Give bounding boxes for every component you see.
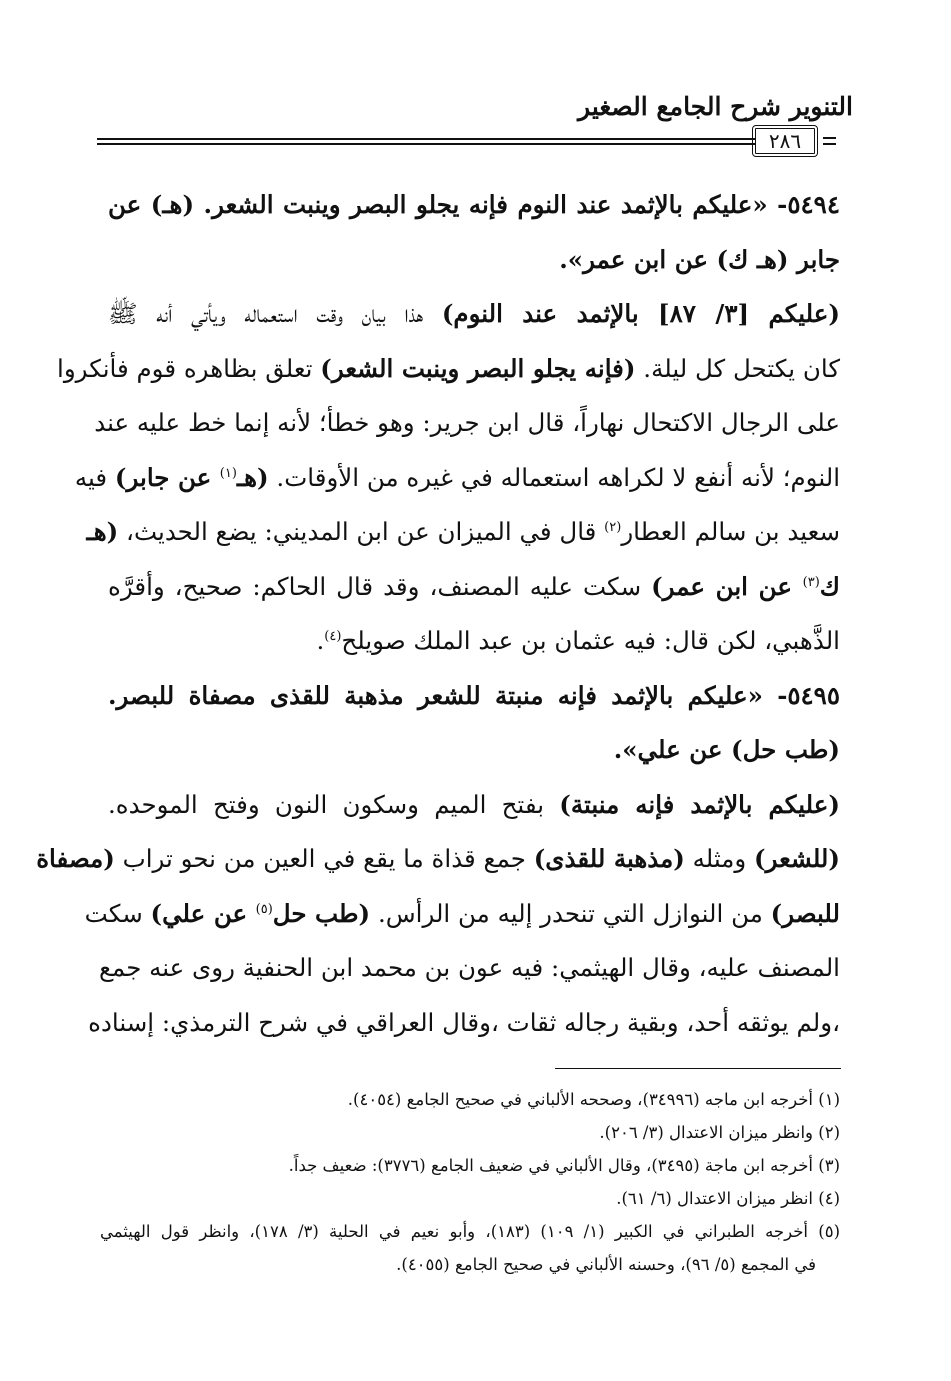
commentary-text: تعلق بظاهره قوم فأنكروا: [57, 353, 321, 383]
commentary-2-line-4: المصنف عليه، وقال الهيثمي: فيه عون بن محمد ابن الحنفية روى عنه جمع: [98, 953, 840, 982]
footnote-marker: (٣): [802, 574, 820, 590]
commentary-2-line-1: [108, 778, 840, 833]
footnote-1: (١) أخرجه ابن ماجه (٣٤٩٩٦)، وصححه الألباني في صحيح الجامع (٤٠٥٤).: [347, 1090, 840, 1109]
hadith-5494-line-2: جابر (هـ ك) عن ابن عمر».: [559, 244, 840, 274]
quoted-phrase: (للشعر): [754, 844, 840, 873]
footnote-marker: (١): [219, 465, 237, 481]
quoted-phrase: (مصفاة: [36, 844, 115, 873]
commentary-text: بفتح الميم وسكون النون وفتح الموحده.: [108, 789, 560, 819]
commentary-text: فيه: [74, 462, 115, 492]
footnote-4: (٤) انظر ميزان الاعتدال (٦/ ٦١).: [616, 1189, 840, 1208]
footnote-marker: (٤): [324, 628, 342, 644]
quoted-phrase: (عليكم [٣/ ٨٧] بالإثمد عند النوم): [441, 299, 841, 328]
commentary-text: جمع قذاة ما يقع في العين من نحو تراب: [114, 844, 534, 873]
commentary-1-line-4: [74, 451, 840, 506]
commentary-text: .: [316, 626, 325, 655]
source-ref: ك: [819, 571, 840, 601]
source-ref: (هـ: [236, 462, 269, 492]
footnote-5-line-1: (٥) أخرجه الطبراني في الكبير (١/ ١٠٩) (١٨٣)، وأبو نعيم في الحلية (٣/ ١٧٨)، وانظر قول الهيثمي: [100, 1222, 840, 1241]
commentary-2-line-2: [36, 832, 840, 887]
commentary-text: سكت عليه المصنف، وقد قال الحاكم: صحيح، وأقرَّه: [108, 571, 652, 601]
hadith-5494-line-1: ٥٤٩٤- «عليكم بالإثمد عند النوم فإنه يجلو البصر وينبت الشعر. (هـ) عن: [108, 190, 840, 219]
commentary-text: هذا بيان وقت استعماله ويأتي أنه ﷺ: [108, 299, 442, 328]
hadith-5495-line-2: (طب حل) عن علي».: [613, 735, 840, 764]
commentary-text: النوم؛ لأنه أنفع لا لكراهه استعماله في غيره من الأوقات.: [268, 462, 840, 492]
commentary-2-line-5: ،ولم يوثقه أحد، وبقية رجاله ثقات ،وقال العراقي في شرح الترمذي: إسناده: [88, 1007, 840, 1037]
main-text: [36, 178, 841, 1050]
header-rule-tick: [823, 137, 836, 145]
running-title: التنوير شرح الجامع الصغير: [578, 92, 853, 121]
footnote-3: (٣) أخرجه ابن ماجة (٣٤٩٥)، وقال الألباني في ضعيف الجامع (٣٧٧٦): ضعيف جداً.: [288, 1156, 840, 1175]
commentary-text: قال في الميزان عن ابن المديني: يضع الحديث،: [118, 517, 605, 546]
commentary-1-line-6: [108, 560, 840, 615]
commentary-text: سعيد بن سالم العطار: [621, 517, 840, 546]
source-ref: عن جابر): [114, 462, 220, 492]
source-ref: عن علي): [150, 898, 256, 928]
quoted-phrase: (فإنه يجلو البصر وينبت الشعر): [320, 353, 636, 383]
footnote-marker: (٥): [255, 901, 273, 917]
commentary-text: الذَّهبي، لكن قال: فيه عثمان بن عبد الملك صويلح: [341, 626, 840, 655]
page-number-text: ٢٨٦: [768, 129, 802, 153]
commentary-1-line-2: [57, 342, 840, 397]
footnote-5-line-2: في المجمع (٥/ ٩٦)، وحسنه الألباني في صحيح الجامع (٤٠٥٥).: [396, 1255, 816, 1274]
footnotes: [100, 1083, 840, 1281]
quoted-phrase: للبصر): [770, 898, 840, 928]
hadith-5495-line-1: ٥٤٩٥- «عليكم بالإثمد فإنه منبتة للشعر مذهبة للقذى مصفاة للبصر.: [108, 680, 840, 710]
footnote-separator: [555, 1068, 841, 1069]
commentary-1-line-1: [108, 287, 840, 342]
commentary-text: ومثله: [684, 844, 755, 873]
footnote-marker: (٢): [604, 519, 622, 535]
page-number: [752, 125, 818, 157]
footnote-2: (٢) وانظر ميزان الاعتدال (٣/ ٢٠٦).: [599, 1123, 840, 1142]
header-rule: [97, 138, 756, 145]
quoted-phrase: (عليكم بالإثمد فإنه منبتة): [559, 789, 840, 819]
commentary-text: من النوازل التي تنحدر إليه من الرأس.: [370, 898, 771, 928]
commentary-1-line-5: [86, 505, 840, 560]
commentary-text: سكت: [84, 898, 151, 928]
source-ref: (طب حل: [272, 898, 371, 928]
commentary-2-line-3: [84, 887, 840, 942]
quoted-phrase: (مذهبة للقذى): [533, 844, 685, 873]
source-ref: (هـ: [86, 517, 119, 546]
source-ref: عن ابن عمر): [651, 571, 803, 601]
commentary-1-line-7: [108, 614, 840, 669]
commentary-1-line-3: على الرجال الاكتحال نهاراً، قال ابن جرير: وهو خطأ؛ لأنه إنما خط عليه عند: [94, 408, 840, 437]
commentary-text: كان يكتحل كل ليلة.: [635, 353, 840, 383]
